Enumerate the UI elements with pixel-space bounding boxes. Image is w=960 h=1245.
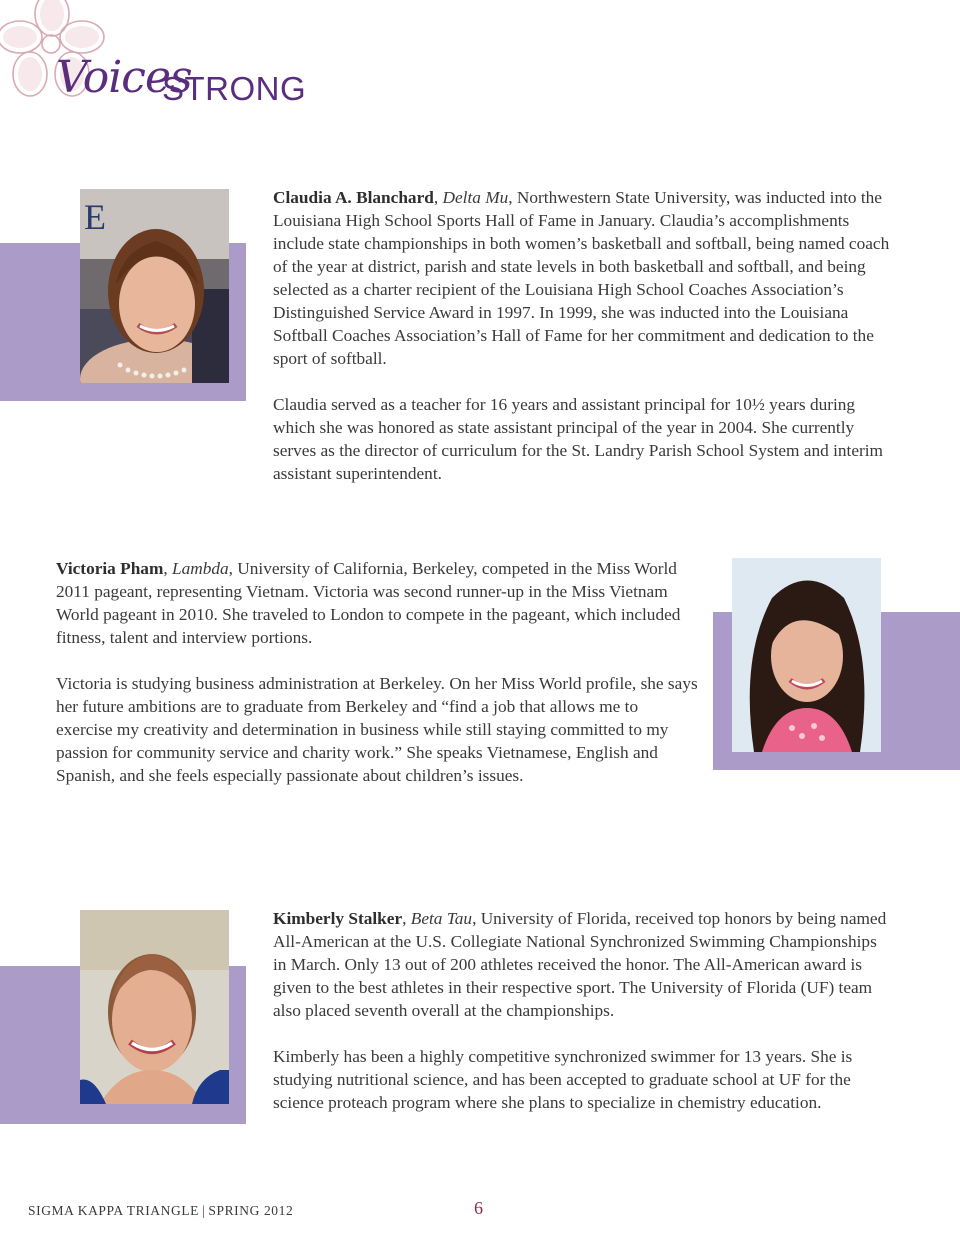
- chapter-name: Lambda: [171, 559, 229, 578]
- bio-kimberly: [273, 907, 889, 1137]
- bio-paragraph: Kimberly Stalker, Beta Tau, University of Florida, received top honors by being named All-American at the U.S. Collegiate National Synchronized Swimming Championships in March. Only 13 out of 200 athletes received the honor. The All-American award is given to the best athletes in their respective sport. The University of Florida (UF) team also placed seventh overall at the championships.: [273, 909, 887, 1020]
- bio-paragraph: Victoria Pham, Lambda, University of California, Berkeley, competed in the Miss World 2011 pageant, representing Vietnam. Victoria was second runner-up in the Miss Vietnam World pageant in 2010. She traveled to London to compete in the pageant, which included fitness, talent and interview portions.: [56, 559, 681, 647]
- page-number: 6: [474, 1198, 483, 1218]
- profile-photo-claudia: [80, 189, 229, 383]
- title-script: Voices: [56, 52, 192, 103]
- bio-text: , University of Florida, received top honors by being named All-American at the U.S. Collegiate National Synchronized Swimming Championships in March. Only 13 out of 200 athletes received the honor. The All-American award is given to the best athletes in their respective sport. The University of Florida (UF) team also placed seventh overall at the championships.: [273, 909, 887, 1020]
- bio-text: , University of California, Berkeley, competed in the Miss World 2011 pageant, representing Vietnam. Victoria was second runner-up in the Miss Vietnam World pageant in 2010. She traveled to London to compete in the pageant, which included fitness, talent and interview portions.: [56, 559, 681, 647]
- bio-text: , Northwestern State University, was inducted into the Louisiana High School Sports Hall of Fame in January. Claudia’s accomplishments include state championships in both women’s basketball and softball, being named coach of the year at district, parish and state levels in both basketball and softball, and being selected as a charter recipient of the Louisiana High School Coaches Association’s Distinguished Service Award in 1997. In 1999, she was inducted into the Louisiana Softball Coaches Association’s Hall of Fame for her commitment and dedication to the sport of softball.: [273, 188, 890, 368]
- publication-name: SIGMA KAPPA TRIANGLE: [28, 1203, 200, 1218]
- title-strong: STRONG: [162, 70, 307, 107]
- chapter-name: Beta Tau: [410, 909, 473, 928]
- footer-publication: [28, 1203, 293, 1219]
- bio-victoria: [56, 557, 698, 810]
- chapter-name: Delta Mu: [442, 188, 509, 207]
- bio-claudia: [273, 186, 901, 508]
- issue-name: SPRING 2012: [208, 1203, 294, 1218]
- bio-paragraph: Kimberly has been a highly competitive synchronized swimmer for 13 years. She is studying nutritional science, and has been accepted to graduate school at UF for the science proteach program where she plans to specialize in chemistry education.: [273, 1047, 853, 1112]
- member-name: Victoria Pham: [56, 559, 164, 578]
- member-name: Claudia A. Blanchard: [273, 188, 434, 207]
- masthead: [0, 0, 320, 120]
- profile-photo-kimberly: [80, 910, 229, 1104]
- bio-paragraph: Claudia served as a teacher for 16 years and assistant principal for 10½ years during which she was honored as state assistant principal of the year in 2004. She currently serves as the director of curriculum for the St. Landry Parish School System and interim assistant superintendent.: [273, 395, 883, 483]
- profile-photo-victoria: [732, 558, 881, 752]
- bio-paragraph: Claudia A. Blanchard, Delta Mu, Northwestern State University, was inducted into the Louisiana High School Sports Hall of Fame in January. Claudia’s accomplishments include state championships in both women’s basketball and softball, being named coach of the year at district, parish and state levels in both basketball and softball, and being selected as a charter recipient of the Louisiana High School Coaches Association’s Distinguished Service Award in 1997. In 1999, she was inducted into the Louisiana Softball Coaches Association’s Hall of Fame for her commitment and dedication to the sport of softball.: [273, 188, 890, 368]
- svg-text:E: E: [84, 197, 106, 237]
- footer-separator: |: [202, 1203, 206, 1218]
- bio-paragraph: Victoria is studying business administration at Berkeley. On her Miss World profile, she says her future ambitions are to graduate from Berkeley and “find a job that allows me to exercise my creativity and determination in business while still staying committed to my passion for community service and charity work.” She speaks Vietnamese, English and Spanish, and she feels especially passionate about children’s issues.: [56, 674, 698, 785]
- member-name: Kimberly Stalker: [273, 909, 403, 928]
